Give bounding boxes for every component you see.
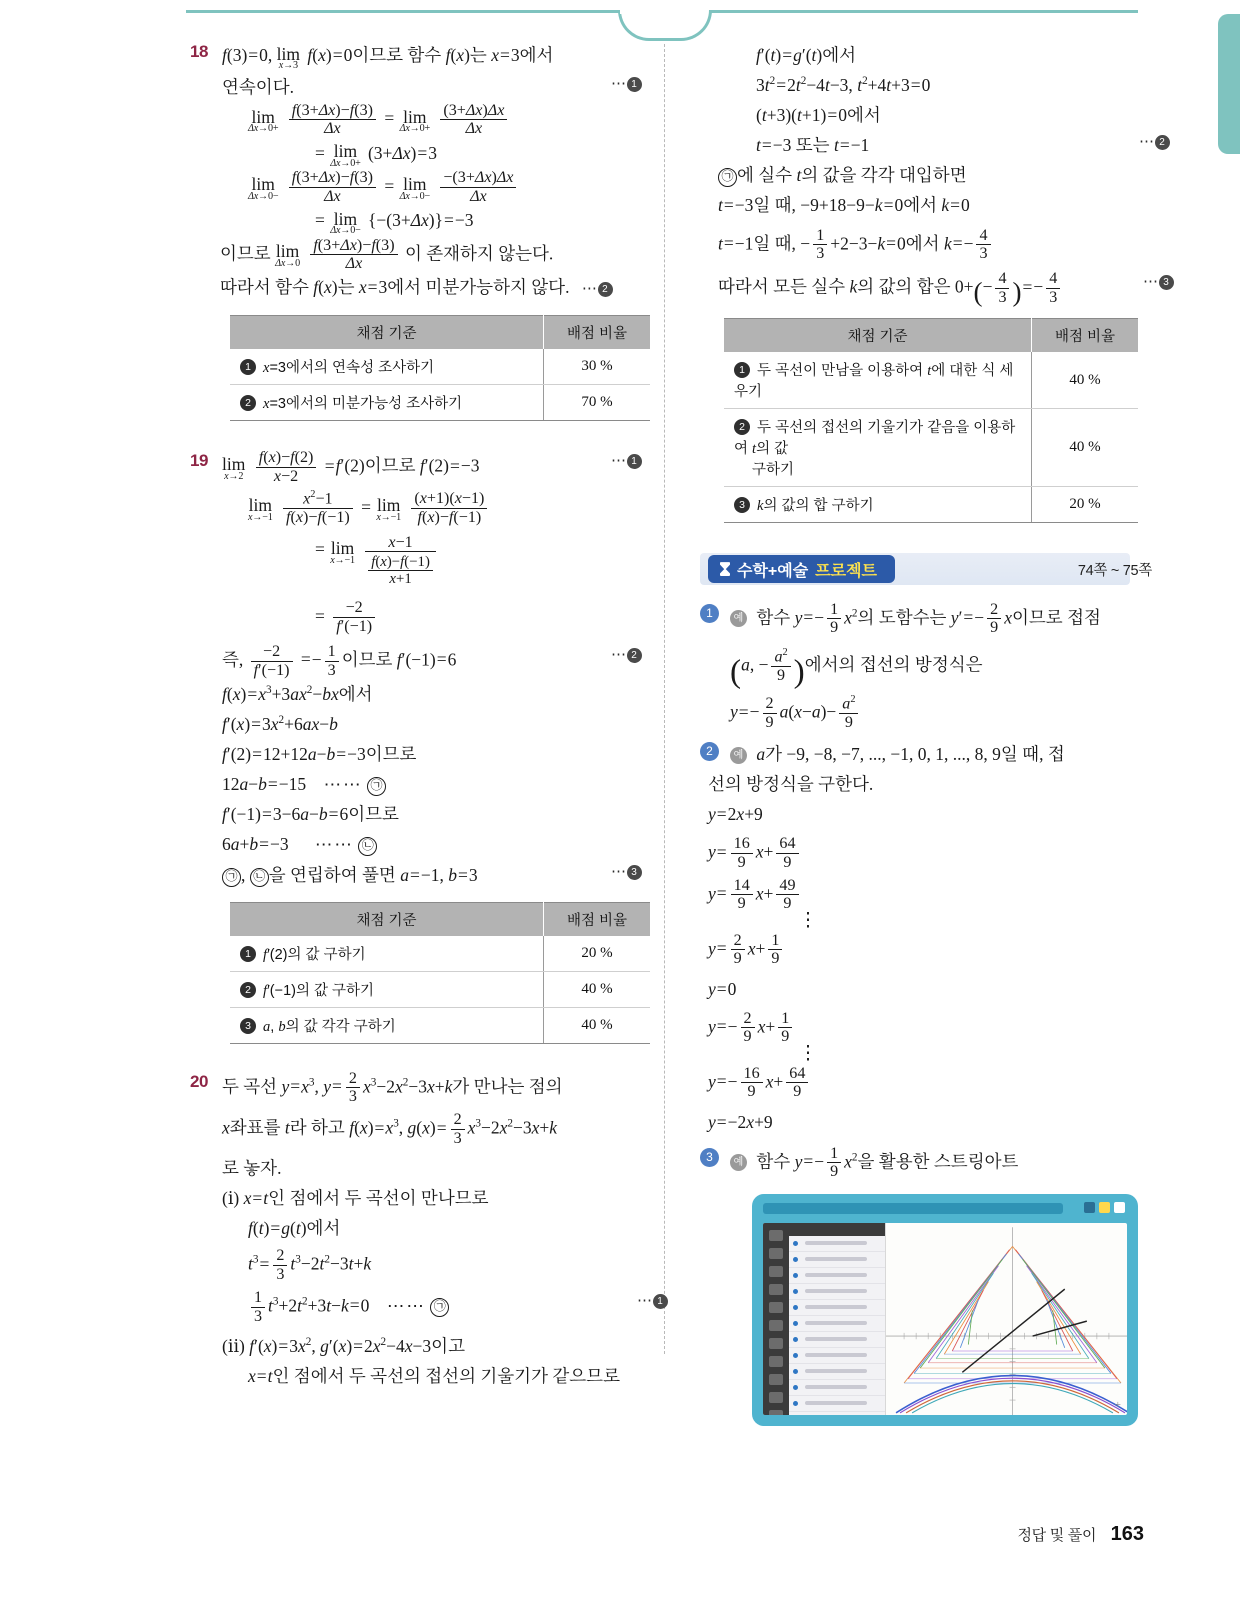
problem-20 — [190, 1069, 664, 1391]
math-line: (ⅱ) $f'(x)=3x^2$, $g'(x)=2x^2-4x-3$이고 — [222, 1335, 465, 1356]
math-line: y=− $\frac{16}{9}$ x+ $\frac{64}{9}$ — [708, 1065, 1152, 1101]
project-item-3-body — [730, 1145, 1152, 1181]
math-line: = lim x→−1 $\frac{x-1}{\frac{f(x)-f(-1)}{x+1}}$ — [314, 534, 642, 587]
page-side-tab — [1218, 14, 1240, 154]
column-header-percent: 배점 비율 — [544, 902, 651, 936]
math-line: f(3)=0, lim x→3 f(x)=0이므로 함수 f(x)는 x=3에서 — [222, 43, 554, 72]
step-marker: ⋯ 2 — [1139, 130, 1170, 156]
geogebra-graphics-view — [886, 1223, 1127, 1415]
list-item — [789, 1284, 885, 1300]
criterion-cell: 1 x=3에서의 연속성 조사하기 — [230, 349, 544, 385]
tool-icon — [769, 1374, 783, 1385]
example-badge: 예 — [730, 1154, 747, 1171]
criterion-cell: 3 a, b의 값 각각 구하기 — [230, 1007, 544, 1043]
math-line: 이므로 lim Δx→0 $\frac{f(3+\Delta x)-f(3)}{\Delta x}$ 이 존재하지 않는다. — [220, 236, 554, 273]
math-line: 선의 방정식을 구한다. — [708, 774, 874, 795]
math-line: 따라서 모든 실수 k의 값의 합은 0+(− $\frac{4}{3}$ )=− $\frac{4}{3}$ ⋯ 3 — [718, 270, 1152, 306]
step-marker: ⋯ 2 — [611, 643, 642, 669]
percent-cell: 40 % — [1032, 352, 1139, 409]
tool-icon — [769, 1266, 783, 1277]
list-item — [789, 1300, 885, 1316]
step-marker: ⋯ 2 — [582, 281, 613, 297]
math-line: x=t인 점에서 두 곡선의 접선의 기울기가 같으므로 — [248, 1365, 620, 1386]
problem-19-body — [222, 449, 642, 1043]
figure-urlbar — [763, 1203, 1063, 1214]
table-row — [230, 385, 650, 421]
math-line: lim x→−1 $\frac{x^2-1}{f(x)-f(-1)}$ = lim x→−1 $\frac{(x+1)(x-1)}{f(x)-f(-1)}$ — [248, 489, 642, 526]
math-line: f′(2)=12+12a−b=−3이므로 — [222, 744, 417, 765]
list-item — [789, 1236, 885, 1252]
geogebra-toolbar — [763, 1223, 789, 1415]
step-marker: ⋯ 3 — [1143, 270, 1174, 296]
math-line: lim Δx→0+ $\frac{f(3+\Delta x)-f(3)}{\Delta x}$ = lim Δx→0+ $\frac{(3+\Delta x)\Delta x}{\Delta x}$ — [248, 102, 642, 138]
project-banner — [700, 553, 1152, 587]
tool-icon — [769, 1302, 783, 1313]
problem-18 — [190, 40, 642, 421]
project-badge — [708, 555, 895, 583]
table-row — [724, 487, 1138, 523]
list-item — [789, 1380, 885, 1396]
project-item-number: 2 — [700, 742, 719, 761]
math-line: x좌표를 t라 하고 $f(x)=x^3$, g(x)= $\frac{2}{3}$ $x^3-2x^2-3x+k$ — [222, 1111, 558, 1147]
column-header-criterion: 채점 기준 — [724, 319, 1032, 353]
math-line: $f'(x)=3x^2+6ax-b$ — [222, 714, 338, 735]
table-row — [230, 971, 650, 1007]
math-line: t=−1일 때, − $\frac{1}{3}$ +2−3−k=0에서 k=− $\frac{4}{3}$ — [718, 227, 1152, 263]
math-line: y= $\frac{14}{9}$ x+ $\frac{49}{9}$ — [708, 877, 1152, 913]
figure-body — [763, 1223, 1127, 1415]
math-line: 두 곡선 $y=x^3$, y= $\frac{2}{3}$ $x^3-2x^2-3x+k$가 만나는 점의 — [222, 1069, 563, 1105]
project-item-3 — [700, 1145, 1152, 1181]
math-line: y= $\frac{2}{9}$ x+ $\frac{1}{9}$ — [708, 932, 1152, 968]
math-line: 즉, $\frac{-2}{f'(-1)}$ =− $\frac{1}{3}$ 이므로 f′(−1)=6 ⋯ 2 — [222, 643, 642, 679]
step-marker: ⋯ 1 — [637, 1289, 668, 1315]
step-marker: ⋯ 3 — [611, 860, 642, 886]
project-item-1 — [700, 601, 1152, 731]
column-divider — [664, 44, 665, 1354]
math-line: t=−3일 때, −9+18−9−k=0에서 k=0 — [718, 195, 970, 216]
problem-18-body — [222, 40, 642, 421]
list-item — [789, 1268, 885, 1284]
math-line: (ⅰ) x=t인 점에서 두 곡선이 만나므로 — [222, 1188, 489, 1209]
footer-label: 정답 및 풀이 — [1017, 1527, 1097, 1544]
math-line: t=−3 또는 t=−1 ⋯ 2 — [756, 130, 1152, 160]
list-item — [789, 1364, 885, 1380]
project-title-primary: 수학+예술 — [737, 562, 809, 580]
criterion-cell: 2 f′(−1)의 값 구하기 — [230, 971, 544, 1007]
math-line: (t+3)(t+1)=0에서 — [756, 105, 881, 126]
criterion-cell: 2 두 곡선의 접선의 기울기가 같음을 이용하여 t의 값 구하기 — [724, 409, 1032, 487]
window-button-icon — [1084, 1202, 1095, 1213]
project-item-number: 3 — [700, 1148, 719, 1167]
string-art-figure — [752, 1194, 1138, 1426]
math-line: 연속이다. ⋯ 1 — [222, 72, 642, 102]
column-header-percent: 배점 비율 — [544, 316, 651, 350]
math-line: 로 놓자. — [222, 1158, 282, 1179]
column-header-criterion: 채점 기준 — [230, 316, 544, 350]
problem-19 — [190, 449, 642, 1043]
grading-table-18 — [230, 315, 650, 421]
panel-header — [789, 1223, 885, 1236]
math-line: $3t^2=2t^2-4t-3$, $t^2+4t+3=0$ — [756, 75, 931, 96]
tool-icon — [769, 1248, 783, 1259]
figure-window-buttons — [1084, 1202, 1125, 1213]
math-line: ㉠ 에 실수 t의 값을 각각 대입하면 — [718, 160, 1152, 190]
list-item — [789, 1412, 885, 1415]
table-row — [230, 349, 650, 385]
tool-icon — [769, 1230, 783, 1241]
list-item — [789, 1396, 885, 1412]
math-line: lim x→2 $\frac{f(x)-f(2)}{x-2}$ =f′(2)이므로 f′(2)=−3 ⋯ 1 — [222, 449, 642, 485]
problem-20-body — [222, 1069, 664, 1391]
math-line: 6a+b=−3 ⋯⋯ ㉡ — [222, 829, 642, 859]
page-number: 163 — [1110, 1523, 1144, 1545]
project-item-number: 1 — [700, 604, 719, 623]
tool-icon — [769, 1320, 783, 1331]
math-line: y=0 — [708, 978, 737, 999]
project-title-secondary: 프로젝트 — [815, 562, 877, 580]
example-badge: 예 — [730, 747, 747, 764]
list-item — [789, 1316, 885, 1332]
math-line: = lim Δx→0− {−(3+Δx)}=−3 — [315, 208, 474, 237]
example-badge: 예 — [730, 610, 747, 627]
math-line: y=2x+9 — [708, 804, 763, 825]
zoom-plus-icon: + — [1114, 1399, 1121, 1412]
criterion-cell: 3 k의 값의 합 구하기 — [724, 487, 1032, 523]
math-line: f′(t)=g′(t)에서 — [756, 45, 857, 65]
percent-cell: 40 % — [544, 971, 651, 1007]
window-button-icon — [1114, 1202, 1125, 1213]
criterion-cell: 1 두 곡선이 만남을 이용하여 t에 대한 식 세우기 — [724, 352, 1032, 409]
percent-cell: 20 % — [544, 936, 651, 972]
math-line: = lim Δx→0+ (3+Δx)=3 — [315, 141, 437, 169]
grading-table-20 — [724, 318, 1138, 523]
math-line: 12a−b=−15 ⋯⋯ ㉠ — [222, 769, 642, 799]
math-line: y=− $\frac{2}{9}$ a(x−a)− $\frac{a^2}{9}$ — [730, 694, 1152, 731]
math-line: 예 함수 y=− $\frac{1}{9}$ $x^2$의 도함수는 y′=− $\frac{2}{9}$ x이므로 접점 — [730, 601, 1152, 637]
math-line: (a, − $\frac{a^2}{9}$ )에서의 접선의 방정식은 — [730, 646, 983, 690]
math-line: 따라서 함수 f(x)는 x=3에서 미분가능하지 않다. ⋯ 2 — [220, 272, 642, 303]
page-footer — [0, 1523, 1144, 1546]
step-marker: ⋯ 1 — [611, 449, 642, 475]
notch-mask — [620, 8, 704, 14]
tool-icon — [769, 1284, 783, 1295]
geogebra-algebra-panel — [789, 1223, 886, 1415]
percent-cell: 40 % — [1032, 409, 1139, 487]
problem-20-continued — [700, 40, 1170, 523]
column-header-criterion: 채점 기준 — [230, 902, 544, 936]
percent-cell: 20 % — [1032, 487, 1139, 523]
math-line: 예 함수 y=− $\frac{1}{9}$ $x^2$을 활용한 스트링아트 — [730, 1145, 1152, 1181]
list-item — [789, 1332, 885, 1348]
criterion-cell: 1 f′(2)의 값 구하기 — [230, 936, 544, 972]
project-item-2-body — [708, 739, 1152, 1137]
percent-cell: 70 % — [544, 385, 651, 421]
list-item — [789, 1348, 885, 1364]
percent-cell: 30 % — [544, 349, 651, 385]
project-item-2 — [700, 739, 1152, 1137]
left-column — [190, 40, 664, 1417]
math-line: lim Δx→0− $\frac{f(3+\Delta x)-f(3)}{\Delta x}$ = lim Δx→0− $\frac{-(3+\Delta x)\Delta x}{\Delta x}$ — [248, 169, 642, 205]
figure-titlebar — [763, 1201, 1127, 1217]
tool-icon — [769, 1338, 783, 1349]
vertical-ellipsis: ⋮ — [798, 1042, 818, 1064]
math-line: $t^3=$ $\frac{2}{3}$ $t^3-2t^2-3t+k$ — [248, 1247, 372, 1283]
step-marker: ⋯ 1 — [611, 72, 642, 98]
problem-number: 20 — [190, 1071, 208, 1091]
right-column — [700, 40, 1170, 1426]
tool-icon — [769, 1392, 783, 1403]
math-line: 예 a가 −9, −8, −7, ..., −1, 0, 1, ..., 8, 9일 때, 접 — [730, 739, 1152, 769]
project-page-range: 74쪽 ~ 75쪽 — [1077, 563, 1152, 580]
math-line: ㉠ , ㉡ 을 연립하여 풀면 a=−1, b=3 ⋯ 3 — [222, 860, 642, 890]
problem-number: 18 — [190, 42, 208, 61]
tool-icon — [769, 1410, 783, 1415]
list-item — [789, 1252, 885, 1268]
math-line: y=− $\frac{2}{9}$ x+ $\frac{1}{9}$ — [708, 1010, 1152, 1046]
math-line: = $\frac{-2}{f'(-1)}$ — [314, 599, 642, 635]
math-line: $f(x)=x^3+3ax^2-bx$에서 — [222, 683, 373, 704]
table-row — [724, 352, 1138, 409]
project-item-1-body — [730, 601, 1152, 731]
table-row — [230, 1007, 650, 1043]
table-row — [230, 936, 650, 972]
percent-cell: 40 % — [544, 1007, 651, 1043]
math-line: y= $\frac{16}{9}$ x+ $\frac{64}{9}$ — [708, 835, 1152, 871]
math-line: f′(−1)=3−6a−b=6이므로 — [222, 804, 399, 825]
tool-icon — [769, 1356, 783, 1367]
grading-table-19 — [230, 902, 650, 1044]
column-header-percent: 배점 비율 — [1032, 319, 1139, 353]
criterion-cell: 2 x=3에서의 미분가능성 조사하기 — [230, 385, 544, 421]
math-line: $\frac{1}{3}$ $t^3+2t^2+3t-k=0$ ⋯⋯ ㉠ ⋯ 1 — [248, 1289, 642, 1325]
vertical-ellipsis: ⋮ — [798, 909, 818, 931]
page-top-notch — [618, 10, 712, 41]
hourglass-icon — [720, 562, 730, 576]
window-button-icon — [1099, 1202, 1110, 1213]
string-art-svg — [886, 1223, 1127, 1415]
table-row — [724, 409, 1138, 487]
math-line: f(t)=g(t)에서 — [248, 1218, 341, 1239]
problem-number: 19 — [190, 451, 208, 471]
math-line: y=−2x+9 — [708, 1111, 773, 1132]
